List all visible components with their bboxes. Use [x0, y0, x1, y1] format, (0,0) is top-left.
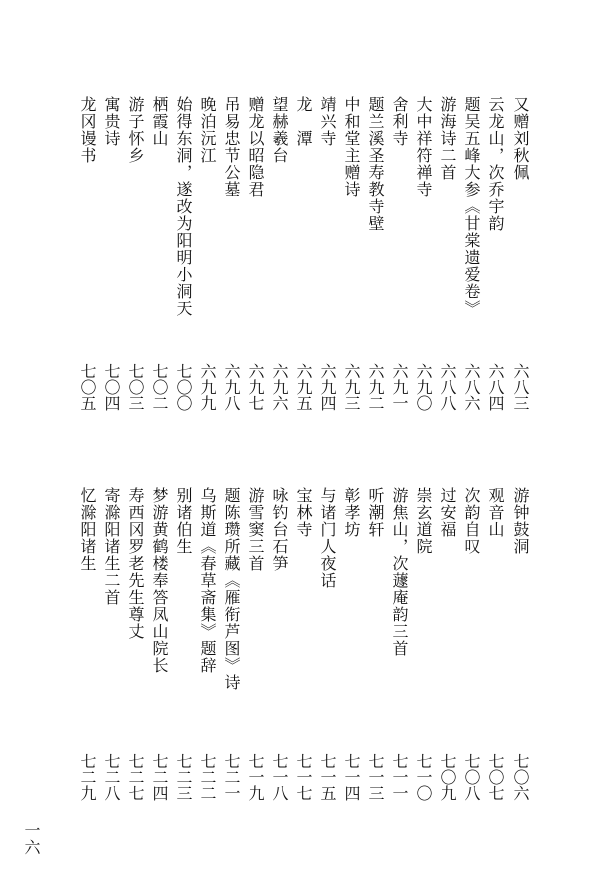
toc-page: 六八三 — [511, 363, 530, 411]
toc-title: 寿西冈罗老先生尊丈 — [126, 487, 145, 640]
toc-page: 六九五 — [294, 363, 313, 411]
toc-title: 次韵自叹 — [462, 487, 481, 555]
toc-title: 听潮轩 — [366, 487, 385, 538]
toc-page: 七一五 — [318, 753, 337, 801]
toc-title: 游子怀乡 — [126, 96, 145, 164]
toc-title: 过安福 — [438, 487, 457, 538]
toc-title: 望赫羲台 — [270, 96, 289, 164]
toc-page: 六九七 — [246, 363, 265, 411]
toc-title: 吊易忠节公墓 — [222, 96, 241, 198]
toc-page: 六九八 — [222, 363, 241, 411]
toc-title: 游海诗二首 — [438, 96, 457, 181]
toc-title: 与诸门人夜话 — [318, 487, 337, 589]
toc-page: 七二四 — [150, 753, 169, 801]
toc-title: 咏钓台石笋 — [270, 487, 289, 572]
toc-page: 七二三 — [174, 753, 193, 801]
toc-page: 七一〇 — [414, 753, 433, 801]
toc-page: 七〇九 — [438, 753, 457, 801]
toc-title: 又赠刘秋佩 — [511, 96, 530, 181]
toc-page: 七〇八 — [462, 753, 481, 801]
toc-page: 七〇七 — [486, 753, 505, 801]
toc-title: 题兰溪圣寿教寺壁 — [366, 96, 385, 232]
toc-page: 七一八 — [270, 753, 289, 801]
toc-page: 六八四 — [486, 363, 505, 411]
toc-title: 别诸伯生 — [174, 487, 193, 555]
toc-page: 七一一 — [390, 753, 409, 801]
toc-page: 七一九 — [246, 753, 265, 801]
toc-page: 六八八 — [438, 363, 457, 411]
toc-title: 晚泊沅江 — [198, 96, 217, 164]
toc-title: 宝林寺 — [294, 487, 313, 538]
toc-page: 七一三 — [366, 753, 385, 801]
toc-title: 寓贵诗 — [102, 96, 121, 147]
toc-title: 龙冈谩书 — [78, 96, 97, 164]
toc-title: 观音山 — [486, 487, 505, 538]
toc-title: 游雪窦三首 — [246, 487, 265, 572]
toc-title: 彰孝坊 — [342, 487, 361, 538]
toc-title: 龙 潭 — [294, 96, 313, 147]
toc-page: 七二九 — [78, 753, 97, 801]
toc-page: 七一四 — [342, 753, 361, 801]
toc-page: 六九〇 — [414, 363, 433, 411]
toc-page: 六九二 — [366, 363, 385, 411]
toc-page: 六九三 — [342, 363, 361, 411]
toc-title: 中和堂主赠诗 — [342, 96, 361, 198]
toc-title: 舍利寺 — [390, 96, 409, 147]
toc-title: 乌斯道《春草斋集》题辞 — [198, 487, 217, 674]
toc-title: 游钟鼓洞 — [511, 487, 530, 555]
toc-title: 题陈瓒所藏《雁衔芦图》诗 — [222, 487, 241, 691]
toc-page: 七〇三 — [126, 363, 145, 411]
toc-title: 赠龙以昭隐君 — [246, 96, 265, 198]
toc-title: 游焦山，次蘧庵韵三首 — [390, 487, 409, 657]
toc-page: 六九一 — [390, 363, 409, 411]
toc-page: 七一七 — [294, 753, 313, 801]
toc-title: 大中祥符禅寺 — [414, 96, 433, 198]
toc-page: 七〇六 — [511, 753, 530, 801]
toc-page: 七二二 — [198, 753, 217, 801]
toc-title: 寄滁阳诸生二首 — [102, 487, 121, 606]
toc-page: 六九九 — [198, 363, 217, 411]
toc-title: 崇玄道院 — [414, 487, 433, 555]
toc-page: 七〇〇 — [174, 363, 193, 411]
toc-page: 六八六 — [462, 363, 481, 411]
toc-title: 题吴五峰大参《甘棠遗爱卷》 — [462, 96, 481, 317]
toc-title: 云龙山，次乔宇韵 — [486, 96, 505, 232]
toc-title: 忆滁阳诸生 — [78, 487, 97, 572]
toc-title: 始得东洞，遂改为阳明小洞天 — [174, 96, 193, 317]
toc-title: 梦游黄鹤楼奉答凤山院长 — [150, 487, 169, 674]
toc-title: 靖兴寺 — [318, 96, 337, 147]
page-number: 一六 — [22, 822, 41, 856]
toc-page: 六九六 — [270, 363, 289, 411]
toc-page: 七二七 — [126, 753, 145, 801]
toc-page: 七二八 — [102, 753, 121, 801]
toc-page: 七〇四 — [102, 363, 121, 411]
toc-page: 七二一 — [222, 753, 241, 801]
toc-title: 栖霞山 — [150, 96, 169, 147]
toc-page: 六九四 — [318, 363, 337, 411]
toc-page: 七〇五 — [78, 363, 97, 411]
toc-page: 七〇二 — [150, 363, 169, 411]
